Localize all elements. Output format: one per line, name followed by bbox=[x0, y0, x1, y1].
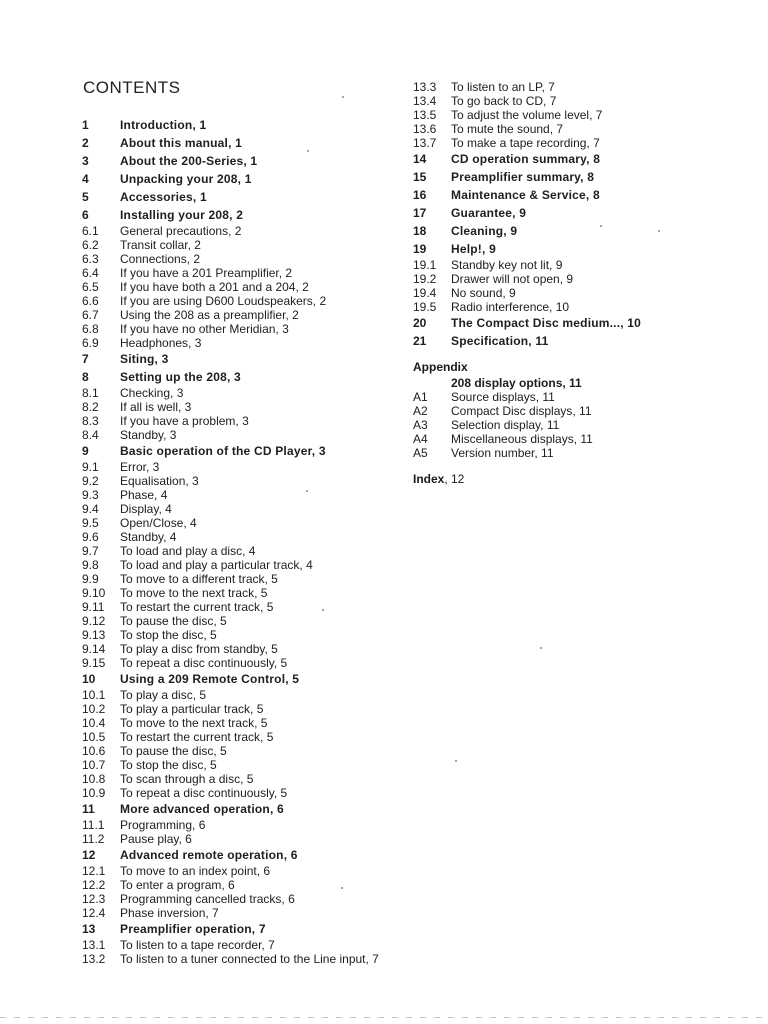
toc-entry-title: To make a tape recording, 7 bbox=[451, 136, 600, 150]
toc-entry bbox=[82, 846, 412, 864]
toc-entry-title: Equalisation, 3 bbox=[120, 474, 199, 488]
toc-entry-number: A5 bbox=[413, 446, 428, 460]
toc-entry-number: 6.9 bbox=[82, 336, 99, 350]
toc-entry-title: Maintenance & Service, 8 bbox=[451, 188, 600, 202]
toc-entry bbox=[413, 300, 703, 314]
toc-entry-title: Programming cancelled tracks, 6 bbox=[120, 892, 295, 906]
toc-entry-number: 3 bbox=[82, 154, 89, 168]
toc-entry bbox=[82, 336, 412, 350]
toc-entry-title: Basic operation of the CD Player, 3 bbox=[120, 444, 326, 458]
toc-entry-number: 12.2 bbox=[82, 878, 106, 892]
toc-entry-title: If you are using D600 Loudspeakers, 2 bbox=[120, 294, 327, 308]
scan-speck bbox=[341, 887, 343, 889]
toc-entry-number: 10 bbox=[82, 672, 96, 686]
toc-entry-number: 4 bbox=[82, 172, 89, 186]
toc-entry-number: 15 bbox=[413, 170, 427, 184]
toc-entry bbox=[413, 258, 703, 272]
toc-entry-title: Source displays, 11 bbox=[451, 390, 555, 404]
contents-right-column bbox=[413, 80, 703, 488]
toc-entry-title: To load and play a particular track, 4 bbox=[120, 558, 313, 572]
toc-entry bbox=[413, 108, 703, 122]
toc-entry-title: The Compact Disc medium..., 10 bbox=[451, 316, 642, 330]
toc-entry bbox=[82, 170, 412, 188]
toc-entry bbox=[413, 314, 703, 332]
toc-entry-number: 9.15 bbox=[82, 656, 106, 670]
toc-entry bbox=[82, 730, 412, 744]
toc-entry-number: 9.9 bbox=[82, 572, 99, 586]
toc-entry-title: Connections, 2 bbox=[120, 252, 201, 266]
toc-entry bbox=[413, 168, 703, 186]
toc-entry-title: To stop the disc, 5 bbox=[120, 628, 217, 642]
toc-entry-number: A1 bbox=[413, 390, 428, 404]
toc-entry bbox=[82, 308, 412, 322]
toc-entry-number: 6.7 bbox=[82, 308, 99, 322]
scan-edge-rule bbox=[0, 1017, 768, 1018]
toc-entry-number: 12.3 bbox=[82, 892, 106, 906]
index-entry bbox=[413, 470, 703, 488]
toc-entry bbox=[413, 150, 703, 168]
toc-entry-title: If you have both a 201 and a 204, 2 bbox=[120, 280, 309, 294]
toc-entry-number: 17 bbox=[413, 206, 427, 220]
toc-entry-number: 9.11 bbox=[82, 600, 105, 614]
toc-entry-number: 9.7 bbox=[82, 544, 99, 558]
toc-entry-title: To stop the disc, 5 bbox=[120, 758, 217, 772]
appendix-subtitle bbox=[413, 376, 703, 390]
toc-entry-title: To mute the sound, 7 bbox=[451, 122, 564, 136]
toc-entry-number: 6.4 bbox=[82, 266, 99, 280]
scan-speck bbox=[600, 225, 602, 227]
toc-entry bbox=[82, 702, 412, 716]
toc-entry-number: 10.5 bbox=[82, 730, 106, 744]
toc-entry-title: Standby key not lit, 9 bbox=[451, 258, 563, 272]
toc-entry-title: Miscellaneous displays, 11 bbox=[451, 432, 593, 446]
toc-entry bbox=[82, 266, 412, 280]
toc-entry-title: Advanced remote operation, 6 bbox=[120, 848, 298, 862]
toc-entry bbox=[82, 252, 412, 266]
toc-entry bbox=[82, 744, 412, 758]
toc-entry bbox=[413, 390, 703, 404]
toc-entry bbox=[82, 688, 412, 702]
toc-entry-title: If you have a problem, 3 bbox=[120, 414, 249, 428]
toc-entry-number: 9.3 bbox=[82, 488, 99, 502]
toc-entry-number: 6.5 bbox=[82, 280, 99, 294]
toc-entry bbox=[82, 238, 412, 252]
toc-entry-number: 9.5 bbox=[82, 516, 99, 530]
toc-entry bbox=[82, 488, 412, 502]
toc-entry bbox=[82, 188, 412, 206]
toc-entry bbox=[82, 294, 412, 308]
toc-entry-number: 14 bbox=[413, 152, 427, 166]
toc-entry-number: 13.1 bbox=[82, 938, 106, 952]
toc-entry-title: General precautions, 2 bbox=[120, 224, 242, 238]
toc-entry bbox=[82, 906, 412, 920]
toc-entry bbox=[82, 818, 412, 832]
toc-entry-title: Headphones, 3 bbox=[120, 336, 202, 350]
toc-entry-title: To play a particular track, 5 bbox=[120, 702, 264, 716]
toc-entry bbox=[82, 614, 412, 628]
toc-entry-title: Checking, 3 bbox=[120, 386, 184, 400]
toc-entry bbox=[82, 656, 412, 670]
toc-entry-number: 10.4 bbox=[82, 716, 106, 730]
toc-entry bbox=[82, 502, 412, 516]
toc-entry-number: 6.2 bbox=[82, 238, 99, 252]
toc-entry-title: More advanced operation, 6 bbox=[120, 802, 284, 816]
toc-entry-title: To go back to CD, 7 bbox=[451, 94, 557, 108]
toc-entry-number: 12.4 bbox=[82, 906, 106, 920]
toc-entry-title: To play a disc from standby, 5 bbox=[120, 642, 278, 656]
toc-entry bbox=[82, 116, 412, 134]
toc-entry bbox=[82, 642, 412, 656]
toc-entry-number: 13.6 bbox=[413, 122, 437, 136]
toc-entry-number: 2 bbox=[82, 136, 89, 150]
toc-entry bbox=[82, 586, 412, 600]
toc-entry-number: 6.8 bbox=[82, 322, 99, 336]
toc-entry-number: 11 bbox=[82, 802, 95, 816]
toc-entry-number: 13.5 bbox=[413, 108, 437, 122]
toc-entry bbox=[82, 152, 412, 170]
toc-entry bbox=[413, 404, 703, 418]
appendix-entry-list bbox=[413, 390, 703, 460]
toc-entry-title: Cleaning, 9 bbox=[451, 224, 518, 238]
toc-entry-title: To repeat a disc continuously, 5 bbox=[120, 786, 288, 800]
toc-entry-title: If you have no other Meridian, 3 bbox=[120, 322, 289, 336]
toc-entry bbox=[413, 204, 703, 222]
toc-entry-title: Installing your 208, 2 bbox=[120, 208, 244, 222]
toc-entry-number: 6.3 bbox=[82, 252, 99, 266]
toc-entry-title: About the 200-Series, 1 bbox=[120, 154, 258, 168]
toc-entry-title: To scan through a disc, 5 bbox=[120, 772, 254, 786]
toc-entry bbox=[82, 516, 412, 530]
toc-entry bbox=[82, 474, 412, 488]
toc-entry-title: Phase inversion, 7 bbox=[120, 906, 219, 920]
toc-entry-title: To restart the current track, 5 bbox=[120, 600, 274, 614]
scan-speck bbox=[658, 230, 660, 232]
toc-entry bbox=[82, 280, 412, 294]
toc-entry bbox=[82, 460, 412, 474]
toc-entry bbox=[82, 786, 412, 800]
toc-entry bbox=[82, 400, 412, 414]
toc-entry bbox=[82, 206, 412, 224]
toc-entry-number: 8.1 bbox=[82, 386, 99, 400]
appendix-heading: Appendix bbox=[413, 360, 468, 374]
toc-entry bbox=[82, 558, 412, 572]
toc-entry-number: 7 bbox=[82, 352, 89, 366]
toc-entry bbox=[82, 892, 412, 906]
toc-entry-title: To adjust the volume level, 7 bbox=[451, 108, 603, 122]
toc-entry-title: Selection display, 11 bbox=[451, 418, 560, 432]
toc-entry-title: Error, 3 bbox=[120, 460, 160, 474]
toc-entry bbox=[82, 350, 412, 368]
toc-entry bbox=[413, 122, 703, 136]
scan-speck bbox=[540, 647, 542, 649]
toc-entry-number: 13.2 bbox=[82, 952, 106, 966]
toc-entry bbox=[82, 442, 412, 460]
toc-entry bbox=[82, 572, 412, 586]
toc-entry-title: Radio interference, 10 bbox=[451, 300, 570, 314]
toc-entry-title: Standby, 4 bbox=[120, 530, 177, 544]
toc-entry bbox=[413, 446, 703, 460]
toc-entry-number: 12.1 bbox=[82, 864, 106, 878]
toc-entry-title: Accessories, 1 bbox=[120, 190, 207, 204]
toc-entry-title: To load and play a disc, 4 bbox=[120, 544, 256, 558]
toc-entry-number: 5 bbox=[82, 190, 89, 204]
toc-entry bbox=[82, 920, 412, 938]
toc-entry bbox=[82, 938, 412, 952]
toc-entry bbox=[82, 322, 412, 336]
toc-entry-title: CD operation summary, 8 bbox=[451, 152, 601, 166]
toc-entry-title: If all is well, 3 bbox=[120, 400, 192, 414]
contents-left-column bbox=[82, 116, 412, 980]
toc-entry-number: 6.6 bbox=[82, 294, 99, 308]
toc-entry-title: Version number, 11 bbox=[451, 446, 554, 460]
toc-entry bbox=[82, 952, 412, 980]
toc-entry-number: 19 bbox=[413, 242, 427, 256]
toc-entry-number: 10.9 bbox=[82, 786, 106, 800]
toc-entry-title: Preamplifier operation, 7 bbox=[120, 922, 266, 936]
toc-entry-number: 13.7 bbox=[413, 136, 437, 150]
toc-entry-title: Phase, 4 bbox=[120, 488, 168, 502]
right-entry-list bbox=[413, 80, 703, 350]
toc-entry bbox=[413, 240, 703, 258]
toc-entry-title: Siting, 3 bbox=[120, 352, 169, 366]
toc-entry-title: To repeat a disc continuously, 5 bbox=[120, 656, 288, 670]
toc-entry-title: To listen to a tape recorder, 7 bbox=[120, 938, 275, 952]
toc-entry-title: To listen to a tuner connected to the Line input, 7 bbox=[120, 952, 379, 966]
toc-entry-number: 9.12 bbox=[82, 614, 106, 628]
toc-entry-number: 6 bbox=[82, 208, 89, 222]
toc-entry-title: To play a disc, 5 bbox=[120, 688, 207, 702]
toc-entry-title: Compact Disc displays, 11 bbox=[451, 404, 592, 418]
toc-entry bbox=[413, 418, 703, 432]
toc-entry bbox=[82, 530, 412, 544]
toc-entry-title: Using the 208 as a preamplifier, 2 bbox=[120, 308, 299, 322]
toc-entry bbox=[82, 428, 412, 442]
toc-entry-number: 1 bbox=[82, 118, 89, 132]
toc-entry-number: 9.10 bbox=[82, 586, 106, 600]
toc-entry-number: 10.6 bbox=[82, 744, 106, 758]
toc-entry bbox=[82, 600, 412, 614]
toc-entry-title: Preamplifier summary, 8 bbox=[451, 170, 595, 184]
toc-entry bbox=[413, 80, 703, 94]
scan-speck bbox=[322, 609, 324, 611]
toc-entry-title: To listen to an LP, 7 bbox=[451, 80, 555, 94]
toc-entry-number: 9.13 bbox=[82, 628, 106, 642]
toc-entry-title: To move to an index point, 6 bbox=[120, 864, 271, 878]
toc-entry-number: 10.1 bbox=[82, 688, 106, 702]
toc-entry-title: Programming, 6 bbox=[120, 818, 206, 832]
toc-entry-number: 8 bbox=[82, 370, 89, 384]
toc-entry-number: 9.1 bbox=[82, 460, 99, 474]
toc-entry-title: To pause the disc, 5 bbox=[120, 744, 227, 758]
toc-entry bbox=[82, 628, 412, 642]
toc-entry-title: If you have a 201 Preamplifier, 2 bbox=[120, 266, 293, 280]
scan-speck bbox=[307, 150, 309, 152]
toc-entry bbox=[413, 94, 703, 108]
toc-entry-title: To move to the next track, 5 bbox=[120, 586, 268, 600]
toc-entry bbox=[82, 832, 412, 846]
toc-entry bbox=[82, 800, 412, 818]
toc-entry-number: 8.4 bbox=[82, 428, 99, 442]
toc-entry-title: Guarantee, 9 bbox=[451, 206, 527, 220]
toc-entry-number: 9.6 bbox=[82, 530, 99, 544]
toc-entry-number: A4 bbox=[413, 432, 428, 446]
toc-entry-number: 12 bbox=[82, 848, 96, 862]
toc-entry-number: 13 bbox=[82, 922, 96, 936]
toc-entry bbox=[413, 332, 703, 350]
toc-entry-number: 9.2 bbox=[82, 474, 99, 488]
toc-entry-number: 16 bbox=[413, 188, 427, 202]
toc-entry-title: Using a 209 Remote Control, 5 bbox=[120, 672, 300, 686]
toc-entry-number: 9.14 bbox=[82, 642, 106, 656]
toc-entry bbox=[413, 432, 703, 446]
toc-entry-number: 9 bbox=[82, 444, 89, 458]
toc-entry-title: Standby, 3 bbox=[120, 428, 177, 442]
toc-entry bbox=[82, 224, 412, 238]
toc-entry bbox=[413, 186, 703, 204]
page-title: CONTENTS bbox=[83, 78, 181, 97]
toc-entry-title: Drawer will not open, 9 bbox=[451, 272, 574, 286]
toc-entry-title: Open/Close, 4 bbox=[120, 516, 197, 530]
toc-entry bbox=[413, 136, 703, 150]
toc-entry bbox=[82, 716, 412, 730]
toc-entry-number: 11.2 bbox=[82, 832, 105, 846]
toc-entry-number: 19.1 bbox=[413, 258, 437, 272]
scan-speck bbox=[342, 96, 344, 98]
toc-entry-title: No sound, 9 bbox=[451, 286, 516, 300]
toc-entry bbox=[82, 134, 412, 152]
toc-entry bbox=[82, 386, 412, 400]
toc-entry-title: Unpacking your 208, 1 bbox=[120, 172, 252, 186]
index-page: , 12 bbox=[444, 472, 465, 486]
scan-speck bbox=[455, 760, 457, 762]
toc-entry-number: 9.4 bbox=[82, 502, 99, 516]
toc-entry-number: 9.8 bbox=[82, 558, 99, 572]
toc-entry-number: 10.7 bbox=[82, 758, 106, 772]
toc-entry-title: To move to a different track, 5 bbox=[120, 572, 278, 586]
toc-entry bbox=[82, 864, 412, 878]
toc-entry-number: 10.8 bbox=[82, 772, 106, 786]
toc-entry-number: 19.5 bbox=[413, 300, 437, 314]
toc-entry bbox=[82, 368, 412, 386]
toc-entry-number: 8.3 bbox=[82, 414, 99, 428]
toc-entry-title: To pause the disc, 5 bbox=[120, 614, 227, 628]
toc-entry-title: To enter a program, 6 bbox=[120, 878, 235, 892]
toc-entry bbox=[82, 772, 412, 786]
toc-entry-title: Specification, 11 bbox=[451, 334, 549, 348]
toc-entry bbox=[82, 670, 412, 688]
toc-entry-title: Transit collar, 2 bbox=[120, 238, 201, 252]
scan-speck bbox=[306, 490, 308, 492]
toc-entry-number: 6.1 bbox=[82, 224, 99, 238]
toc-entry-number: 20 bbox=[413, 316, 427, 330]
toc-entry-number: A2 bbox=[413, 404, 428, 418]
toc-entry-number: 19.2 bbox=[413, 272, 437, 286]
toc-entry bbox=[413, 272, 703, 286]
toc-entry bbox=[82, 544, 412, 558]
toc-entry-title: About this manual, 1 bbox=[120, 136, 243, 150]
toc-entry bbox=[82, 414, 412, 428]
toc-entry-number: 18 bbox=[413, 224, 427, 238]
toc-entry bbox=[82, 758, 412, 772]
toc-entry-title: To move to the next track, 5 bbox=[120, 716, 268, 730]
toc-entry-title: Introduction, 1 bbox=[120, 118, 207, 132]
toc-entry-number: A3 bbox=[413, 418, 428, 432]
toc-entry-number: 8.2 bbox=[82, 400, 99, 414]
toc-entry-title: Display, 4 bbox=[120, 502, 172, 516]
appendix-subtitle-text: 208 display options, 11 bbox=[451, 376, 582, 390]
toc-entry-title: To restart the current track, 5 bbox=[120, 730, 274, 744]
toc-entry-number: 11.1 bbox=[82, 818, 105, 832]
toc-entry-title: Setting up the 208, 3 bbox=[120, 370, 241, 384]
toc-entry-number: 13.4 bbox=[413, 94, 437, 108]
toc-entry-number: 21 bbox=[413, 334, 427, 348]
toc-entry-number: 19.4 bbox=[413, 286, 437, 300]
toc-entry-number: 10.2 bbox=[82, 702, 106, 716]
toc-entry-title: Pause play, 6 bbox=[120, 832, 192, 846]
toc-entry-title: Help!, 9 bbox=[451, 242, 496, 256]
toc-entry bbox=[413, 286, 703, 300]
index-label: Index bbox=[413, 472, 445, 486]
toc-entry-number: 13.3 bbox=[413, 80, 437, 94]
toc-entry bbox=[82, 878, 412, 892]
